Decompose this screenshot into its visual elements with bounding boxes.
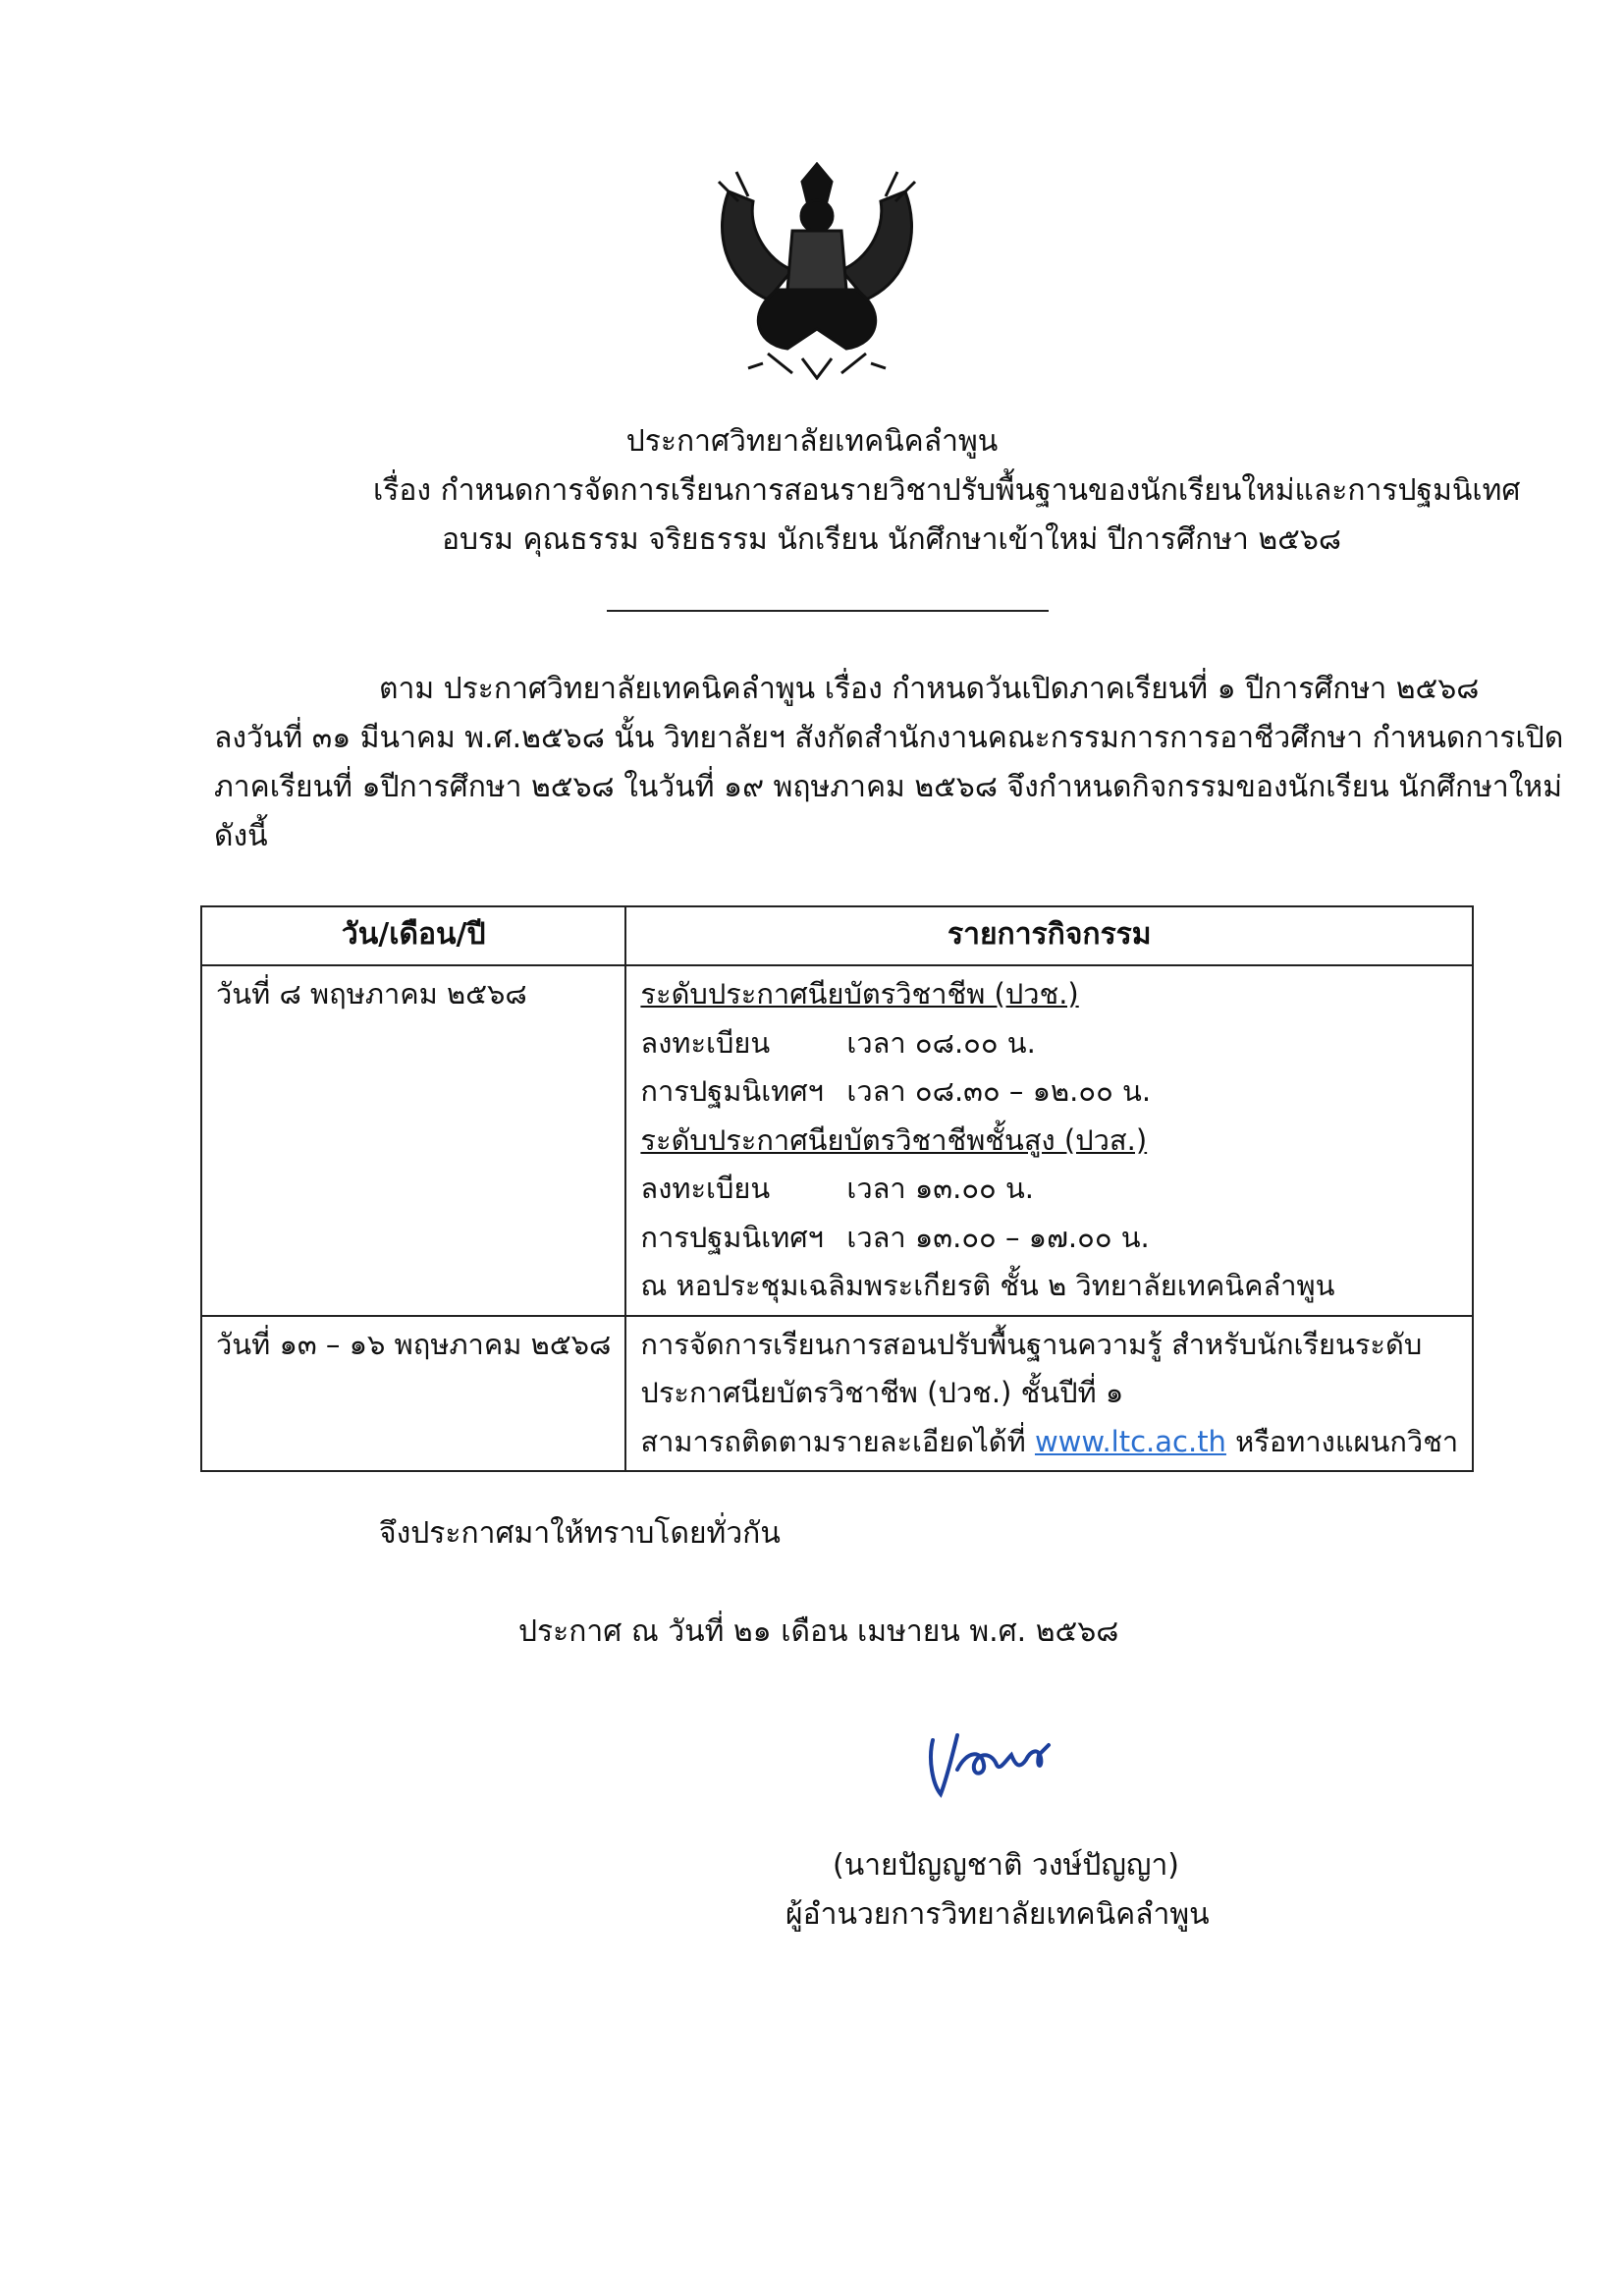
remedial-line-3 [640, 1418, 1458, 1467]
row-date: วันที่ ๑๓ – ๑๖ พฤษภาคม ๒๕๖๘ [216, 1327, 612, 1361]
signature-image [913, 1711, 1070, 1809]
pvs-registration [640, 1165, 1458, 1214]
pvc-orientation [640, 1067, 1458, 1117]
label: ลงทะเบียน [640, 1025, 771, 1060]
time: เวลา ๑๓.๐๐ – ๑๗.๐๐ น. [846, 1220, 1150, 1254]
time: เวลา ๐๘.๓๐ – ๑๒.๐๐ น. [846, 1074, 1152, 1108]
venue: ณ หอประชุมเฉลิมพระเกียรติ ชั้น ๒ วิทยาลัยเทคนิคลำพูน [640, 1269, 1335, 1302]
signer-name: (นายปัญญชาติ วงษ์ปัญญา) [833, 1848, 1180, 1883]
remedial-line-1: การจัดการเรียนการสอนปรับพื้นฐานความรู้ สำหรับนักเรียนระดับ [640, 1327, 1423, 1361]
closing-notice: จึงประกาศมาให้ทราบโดยทั่วกัน [379, 1516, 781, 1551]
text: สามารถติดตามรายละเอียดได้ที่ [640, 1424, 1035, 1458]
remedial-line-2: ประกาศนียบัตรวิชาชีพ (ปวช.) ชั้นปีที่ ๑ [640, 1376, 1124, 1409]
label: การปฐมนิเทศฯ [640, 1220, 824, 1254]
signer-title: ผู้อำนวยการวิทยาลัยเทคนิคลำพูน [785, 1897, 1210, 1932]
pvs-level-heading: ระดับประกาศนียบัตรวิชาชีพชั้นสูง (ปวส.) [640, 1122, 1148, 1157]
pvs-orientation [640, 1214, 1458, 1263]
time: เวลา ๐๘.๐๐ น. [846, 1025, 1036, 1060]
column-header-activity: รายการกิจกรรม [625, 906, 1473, 965]
table-row [201, 1316, 1473, 1472]
subject-line-1: เรื่อง กำหนดการจัดการเรียนการสอนรายวิชาปรับพื้นฐานของนักเรียนใหม่และการปฐมนิเทศ [373, 473, 1521, 508]
text: หรือทางแผนกวิชา [1225, 1424, 1459, 1458]
website-link[interactable]: www.ltc.ac.th [1034, 1424, 1226, 1458]
pvc-level-heading: ระดับประกาศนียบัตรวิชาชีพ (ปวช.) [640, 977, 1079, 1011]
announcement-title: ประกาศวิทยาลัยเทคนิคลำพูน [625, 424, 999, 459]
announcement-date: ประกาศ ณ วันที่ ๒๑ เดือน เมษายน พ.ศ. ๒๕๖๘ [518, 1614, 1119, 1649]
garuda-emblem-icon [709, 162, 925, 380]
label: การปฐมนิเทศฯ [640, 1074, 824, 1108]
row-date: วันที่ ๘ พฤษภาคม ๒๕๖๘ [216, 977, 527, 1011]
time: เวลา ๑๓.๐๐ น. [846, 1172, 1035, 1205]
label: ลงทะเบียน [640, 1172, 771, 1205]
column-header-date: วัน/เดือน/ปี [201, 906, 625, 965]
pvc-registration [640, 1019, 1458, 1068]
body-line-3: ภาคเรียนที่ ๑ปีการศึกษา ๒๕๖๘ ในวันที่ ๑๙ พฤษภาคม ๒๕๖๘ จึงกำหนดกิจกรรมของนักเรียน นักศึกษาใหม่ [214, 770, 1562, 804]
body-line-4: ดังนี้ [214, 819, 268, 853]
table-header-row [201, 906, 1473, 965]
table-row [201, 965, 1473, 1316]
body-line-1: ตาม ประกาศวิทยาลัยเทคนิคลำพูน เรื่อง กำหนดวันเปิดภาคเรียนที่ ๑ ปีการศึกษา ๒๕๖๘ [379, 672, 1480, 706]
schedule-table [200, 905, 1474, 1472]
body-line-2: ลงวันที่ ๓๑ มีนาคม พ.ศ.๒๕๖๘ นั้น วิทยาลัยฯ สังกัดสำนักงานคณะกรรมการการอาชีวศึกษา กำหนดการเปิด [214, 721, 1564, 755]
subject-line-2: อบรม คุณธรรม จริยธรรม นักเรียน นักศึกษาเข้าใหม่ ปีการศึกษา ๒๕๖๘ [442, 522, 1342, 557]
header-divider [607, 610, 1049, 612]
